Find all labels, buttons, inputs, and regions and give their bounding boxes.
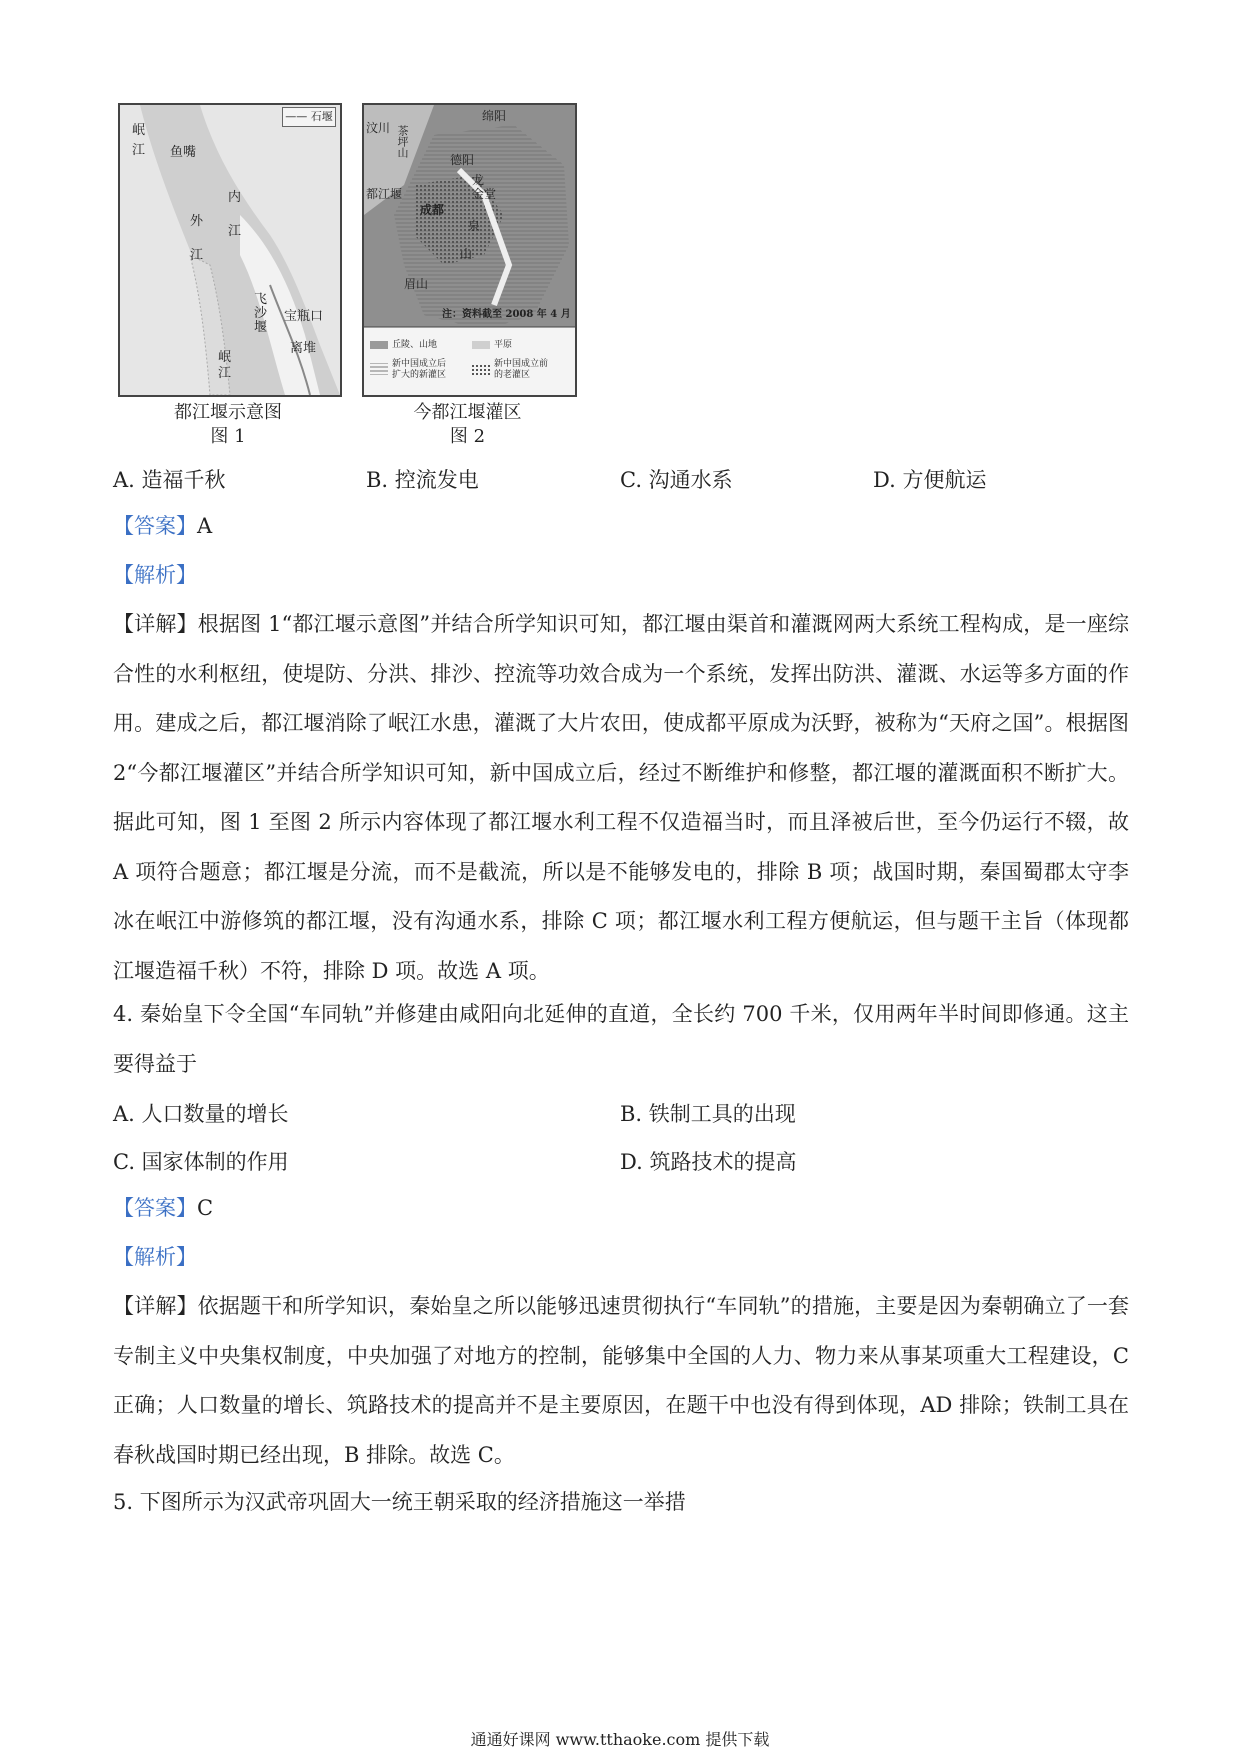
footer-download: 通通好课网 www.tthaoke.com 提供下载 [470,1730,770,1749]
q3-detail [113,600,1129,996]
q4-analysis-tag: 【解析】 [113,1245,197,1269]
q3-option-a: A. 造福千秋 [113,468,226,492]
figure-1-caption: 图 1 [210,426,246,447]
answer-tag: 【答案】 [113,514,197,538]
q4-stem: 4. 秦始皇下令全国“车同轨”并修建由咸阳向北延伸的直道，全长约 700 千米，仅用两年半时间即修通。这主要得益于 [113,1002,1129,1076]
label-baopingkou: 宝瓶口 [284,309,324,324]
label-minjiang-top: 岷 江 [132,123,146,158]
label-shan: 山 [460,247,473,261]
label-chengdu: 成都 [420,203,445,217]
q4-option-b: B. 铁制工具的出现 [620,1102,796,1126]
q3-analysis-tag: 【解析】 [113,563,197,587]
legend-plain: 平原 [494,340,513,350]
figure-2-map [362,103,577,397]
q3-option-c: C. 沟通水系 [620,468,733,492]
q5-stem: 5. 下图所示为汉武帝巩固大一统王朝采取的经济措施这一举措 [113,1490,686,1514]
label-longquan: 龙 [472,173,485,187]
q3-option-b: B. 控流发电 [366,468,479,492]
label-minjiang-bottom: 岷 江 [218,350,232,381]
label-yuzui: 鱼嘴 [170,145,197,160]
answer-value: A [197,514,213,538]
label-chaping: 茶坪山 [396,125,409,158]
detail-text: 根据图 1“都江堰示意图”并结合所学知识可知，都江堰由渠首和灌溉网两大系统工程构成，是一座综合性的水利枢纽，使堤防、分洪、排沙、控流等功效合成为一个系统，发挥出防洪、灌溉、水运等多方面的作用。建成之后，都江堰消除了岷江水患，灌溉了大片农田，使成都平原成为沃野，被称为“天府之国”。根据图 2“今都江堰灌区”并结合所学知识可知，新中国成立后，经过不断维护和修整，都江堰的灌溉面积不断扩大。据此可知，图 1 至图 2 所示内容体现了都江堰水利工程不仅造福当时，而且泽被后世，至今仍运行不辍，故 A 项符合题意；都江堰是分流，而不是截流，所以是不能够发电的，排除 B 项；战国时期，秦国蜀郡太守李冰在岷江中游修筑的都江堰，没有沟通水系，排除 C 项；都江堰水利工程方便航运，但与题干主旨（体现都江堰造福千秋）不符，排除 D 项。故选 A 项。 [113,612,1129,983]
detail-tag: 【详解】 [113,1294,198,1318]
label-waijiang: 外 江 [190,214,204,263]
q4-detail [113,1282,1129,1480]
q3-option-d: D. 方便航运 [873,468,987,492]
label-mianyang: 绵阳 [482,109,507,123]
q3-answer [113,502,212,551]
figure-2-caption: 图 2 [449,426,486,447]
legend-old-area: 新中国成立前 的老灌区 [494,359,549,380]
q4-option-c: C. 国家体制的作用 [113,1150,289,1174]
legend-new-area: 新中国成立后 扩大的新灌区 [392,359,447,380]
figure-1-map [118,103,342,397]
q4-answer [113,1184,213,1233]
figure-2-title: 今都江堰灌区 [413,402,522,423]
detail-text: 依据题干和所学知识，秦始皇之所以能够迅速贯彻执行“车同轨”的措施，主要是因为秦朝确立了一套专制主义中央集权制度，中央加强了对地方的控制，能够集中全国的人力、物力来从事某项重大工程建设，C 正确；人口数量的增长、筑路技术的提高并不是主要原因，在题干中也没有得到体现，AD 排除；铁制工具在春秋战国时期已经出现，B 排除。故选 C。 [113,1294,1130,1467]
map-note: 注：资料截至 2008 年 4 月 [442,309,571,320]
label-wenchuan: 汶川 [366,121,391,135]
label-dujiangyan: 都江堰 [366,187,403,201]
q4-option-d: D. 筑路技术的提高 [620,1150,797,1174]
detail-tag: 【详解】 [113,612,198,636]
legend-hills: 丘陵、山地 [392,340,438,350]
label-feishayan: 飞 沙 堰 [254,292,268,335]
stone-weir-legend: —— 石堰 [285,110,333,123]
figure-1-legend [282,107,336,127]
label-quan: 泉 [468,219,481,233]
q4-option-a: A. 人口数量的增长 [113,1102,289,1126]
label-neijiang: 内 江 [228,190,242,239]
label-deyang: 德阳 [450,153,475,167]
answer-value: C [197,1196,214,1220]
label-meishan: 眉山 [404,277,429,291]
figure-1-title: 都江堰示意图 [174,402,282,423]
label-lidui: 离堆 [290,341,317,356]
answer-tag: 【答案】 [113,1196,197,1220]
label-jintang: 金堂 [472,187,497,201]
